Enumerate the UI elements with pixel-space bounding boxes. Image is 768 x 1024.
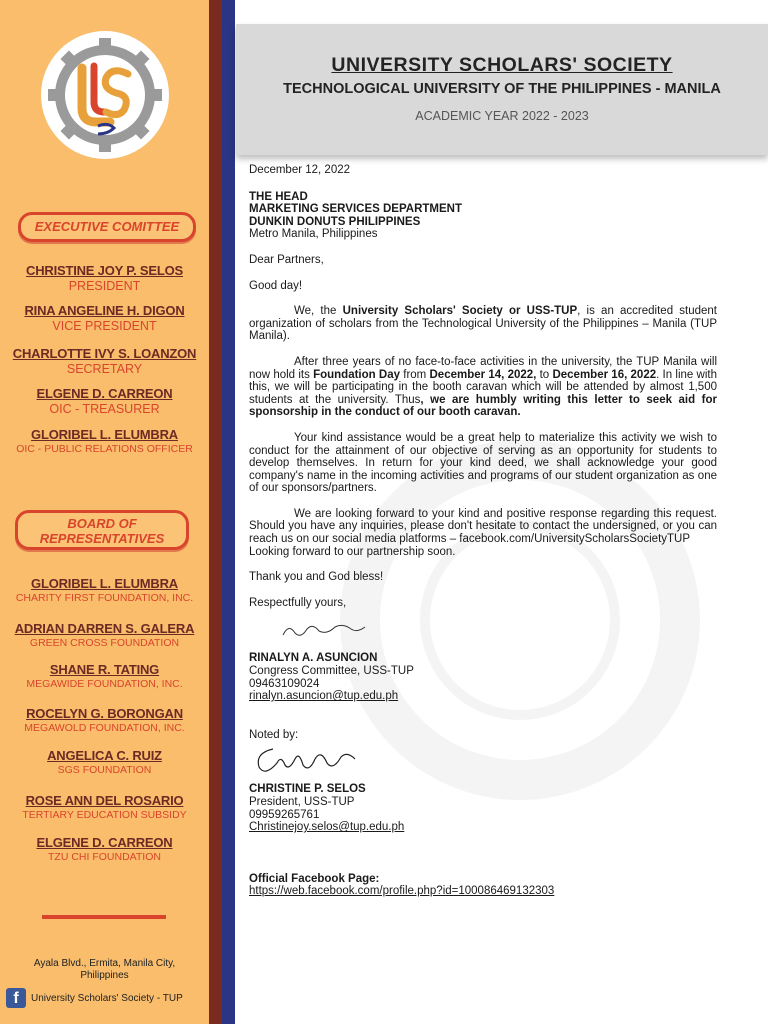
board-member [0, 576, 209, 604]
member-role: OIC - PUBLIC RELATIONS OFFICER [16, 443, 193, 455]
board-member [0, 835, 209, 863]
sidebar-divider [42, 915, 166, 919]
signer2-name: CHRISTINE P. SELOS [249, 783, 366, 796]
paragraph-1: We, the University Scholars' Society or USS-TUP, is an accredited student organization of scholars from the Technological University of the Philippines – Manila (TUP Manila). [249, 305, 717, 343]
exec-member [0, 386, 209, 416]
signer1-title: Congress Committee, USS-TUP [249, 665, 414, 678]
noted-by: Noted by: [249, 728, 299, 741]
executive-committee-heading: EXECUTIVE COMITTEE [18, 212, 196, 242]
facebook-icon: f [6, 988, 26, 1008]
recipient-line: DUNKIN DONUTS PHILIPPINES [249, 215, 421, 228]
signature-1 [249, 609, 717, 639]
signer2-title: President, USS-TUP [249, 796, 355, 808]
signature-2 [249, 741, 717, 783]
member-org: CHARITY FIRST FOUNDATION, INC. [15, 592, 194, 604]
member-role: VICE PRESIDENT [52, 319, 157, 333]
paragraph-4-closing: Looking forward to our partnership soon. [249, 545, 456, 558]
exec-member [0, 263, 209, 293]
facebook-page-link[interactable]: https://web.facebook.com/profile.php?id=100086469132303 [249, 885, 555, 898]
member-name: ELGENE D. CARREON [36, 835, 173, 850]
recipient-line: MARKETING SERVICES DEPARTMENT [249, 203, 462, 216]
recipient-line: Metro Manila, Philippines [249, 228, 378, 241]
exec-member [0, 346, 209, 376]
facebook-page-label: Official Facebook Page: [249, 872, 380, 885]
signer1-phone: 09463109024 [249, 677, 320, 690]
closing-respectfully: Respectfully yours, [249, 596, 347, 609]
exec-member [0, 427, 209, 455]
board-heading: BOARD OF REPRESENTATIVES [15, 510, 189, 550]
member-role: SECRETARY [66, 362, 143, 376]
university-subtitle: TECHNOLOGICAL UNIVERSITY OF THE PHILIPPINES - MANILA [283, 81, 721, 97]
member-name: SHANE R. TATING [49, 662, 160, 677]
member-org: MEGAWOLD FOUNDATION, INC. [24, 722, 185, 734]
member-role: PRESIDENT [68, 279, 141, 293]
signer1-email[interactable]: rinalyn.asuncion@tup.edu.ph [249, 690, 399, 703]
member-name: ANGELICA C. RUIZ [47, 748, 162, 763]
greeting: Good day! [249, 279, 303, 292]
member-name: ADRIAN DARREN S. GALERA [14, 621, 195, 636]
closing-thanks: Thank you and God bless! [249, 571, 384, 584]
board-member [0, 748, 209, 776]
member-org: GREEN CROSS FOUNDATION [29, 637, 180, 649]
letter-date: December 12, 2022 [249, 164, 351, 176]
org-title: UNIVERSITY SCHOLARS' SOCIETY [331, 54, 673, 76]
board-member [0, 621, 209, 649]
member-name: GLORIBEL L. ELUMBRA [31, 576, 178, 591]
uss-logo [30, 30, 180, 160]
letter-body [249, 164, 717, 898]
paragraph-4: We are looking forward to your kind and positive response regarding this request. Should you have any inquiries, please don't hesitate to contact the undersigned, or you can reach us on our social media platforms – facebook.com/UniversityScholarsSocietyTUP [249, 507, 717, 546]
member-name: GLORIBEL L. ELUMBRA [31, 427, 178, 442]
exec-member [0, 303, 209, 333]
facebook-line[interactable]: f University Scholars' Society - TUP [6, 988, 183, 1008]
sidebar-stripe-red [209, 0, 222, 1024]
address: Ayala Blvd., Ermita, Manila City, Philippines [33, 958, 176, 981]
member-name: ROSE ANN DEL ROSARIO [25, 793, 184, 808]
member-name: CHRISTINE JOY P. SELOS [26, 263, 183, 278]
sidebar-stripe-blue [222, 0, 235, 1024]
member-name: ROCELYN G. BORONGAN [26, 706, 183, 721]
recipient-line: THE HEAD [249, 190, 308, 203]
board-member [0, 793, 209, 821]
board-member [0, 706, 209, 734]
paragraph-2: After three years of no face-to-face activities in the university, the TUP Manila will now hold its Foundation Day from December 14, 2022, to December 16, 2022. In line with this, we will be participating in the booth caravan which will be attended by almost 1,500 students at the university. Thus, we are humbly writing this letter to seek aid for sponsorship in the conduct of our booth caravan. [249, 355, 717, 419]
salutation: Dear Partners, [249, 253, 324, 266]
member-name: ELGENE D. CARREON [36, 386, 173, 401]
board-member [0, 662, 209, 690]
signer2-phone: 09959265761 [249, 808, 320, 821]
member-role: OIC - TREASURER [49, 402, 160, 416]
academic-year: ACADEMIC YEAR 2022 - 2023 [415, 109, 589, 123]
member-org: TZU CHI FOUNDATION [48, 851, 161, 863]
member-org: TERTIARY EDUCATION SUBSIDY [22, 809, 187, 821]
member-name: RINA ANGELINE H. DIGON [24, 303, 185, 318]
member-name: CHARLOTTE IVY S. LOANZON [12, 346, 197, 361]
signer2-email[interactable]: Christinejoy.selos@tup.edu.ph [249, 821, 405, 834]
signer1-name: RINALYN A. ASUNCION [249, 652, 378, 665]
member-org: SGS FOUNDATION [57, 764, 152, 776]
paragraph-3: Your kind assistance would be a great help to materialize this activity we wish to conduct for the attainment of our objective of serving as an opportunity for students to develop themselves. In return for your kind deed, we shall acknowledge your good company's name in the incoming activities and programs of our student organization as one of our sponsors/partners. [249, 431, 717, 495]
member-org: MEGAWIDE FOUNDATION, INC. [26, 678, 183, 690]
